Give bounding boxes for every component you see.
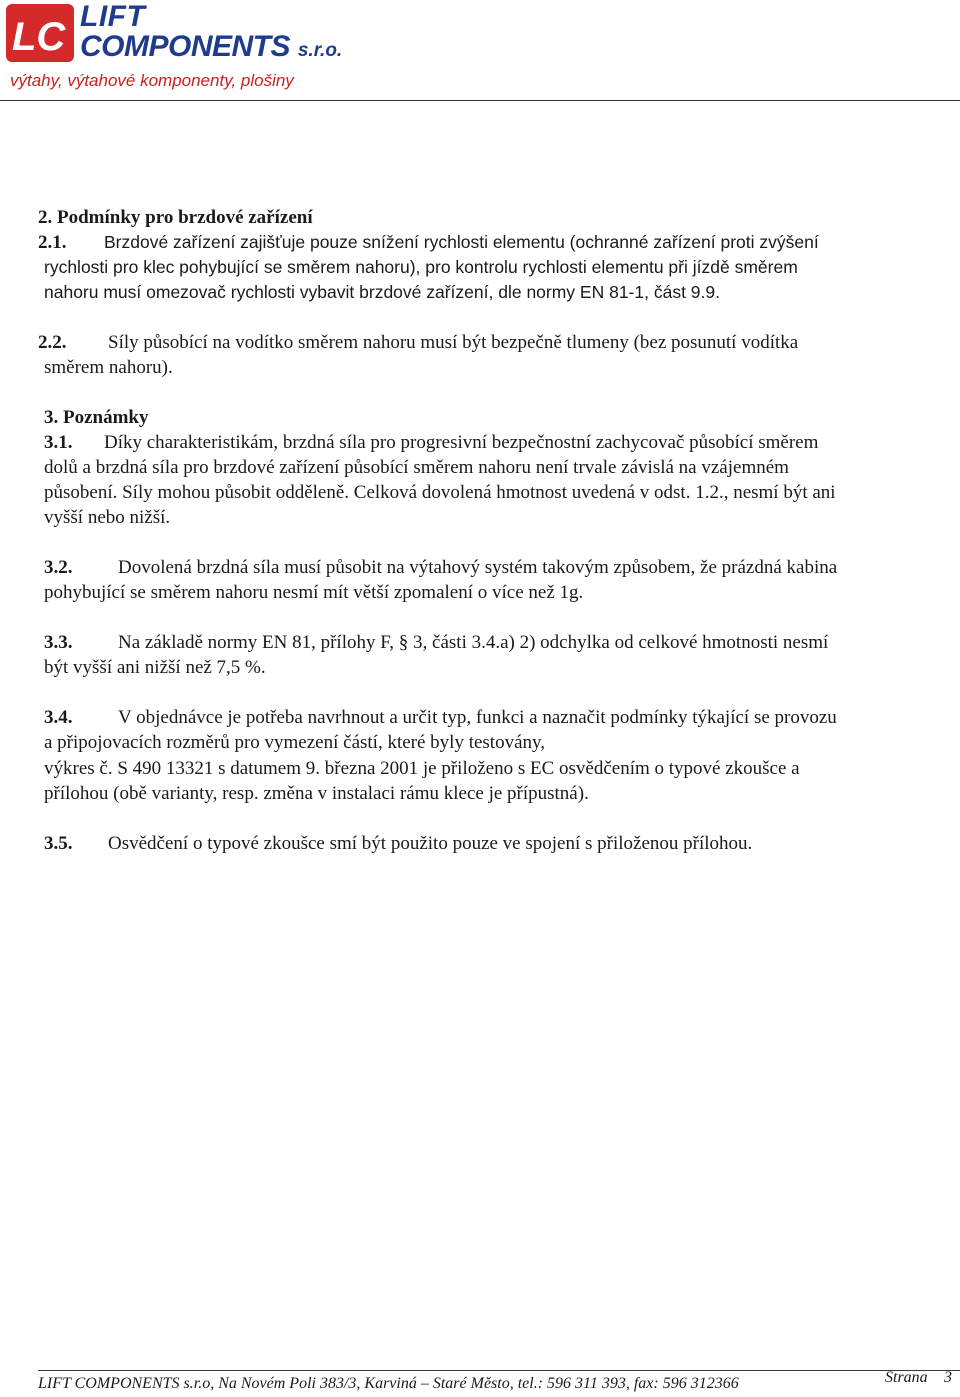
paragraph-3-1-line4: vyšší nebo nižší. — [44, 507, 171, 528]
paragraph-3-1-line3: působení. Síly mohou působit odděleně. Celková dovolená hmotnost uvedená v odst. 1.2., nesmí být ani — [44, 482, 836, 503]
section-2-heading: 2. Podmínky pro brzdové zařízení — [38, 207, 313, 228]
paragraph-3-4-line2: a připojovacích rozměrů pro vymezení částí, které byly testovány, — [44, 732, 546, 753]
paragraph-number: 3.3. — [44, 632, 73, 653]
section-3-heading: 3. Poznámky — [44, 407, 149, 428]
paragraph-3-4-line1: 3.4. V objednávce je potřeba navrhnout a určit typ, funkci a naznačit podmínky týkající se provozu — [44, 707, 837, 728]
header-divider — [0, 100, 960, 101]
footer-address: LIFT COMPONENTS s.r.o, Na Novém Poli 383/3, Karviná – Staré Město, tel.: 596 311 393, fax: 596 312366 — [38, 1375, 739, 1392]
paragraph-number: 3.4. — [44, 707, 73, 728]
paragraph-3-3-line1: 3.3. Na základě normy EN 81, přílohy F, § 3, části 3.4.a) 2) odchylka od celkové hmotnosti nesmí — [44, 632, 829, 653]
company-name-main: COMPONENTS — [80, 30, 291, 63]
svg-text:LC: LC — [12, 15, 66, 59]
paragraph-2-1-line3: nahoru musí omezovač rychlosti vybavit brzdové zařízení, dle normy EN 81-1, část 9.9. — [44, 282, 720, 302]
paragraph-number: 2.1. — [38, 232, 67, 253]
paragraph-3-2-line1: 3.2. Dovolená brzdná síla musí působit na výtahový systém takovým způsobem, že prázdná kabina — [44, 557, 838, 578]
paragraph-number: 3.2. — [44, 557, 73, 578]
paragraph-number: 3.5. — [44, 833, 73, 854]
page-label: Strana — [885, 1369, 928, 1386]
footer-divider — [38, 1370, 960, 1371]
company-logo-icon — [6, 4, 74, 62]
paragraph-3-1-line2: dolů a brzdná síla pro brzdové zařízení působící směrem nahoru není trvale závislá na vzájemném — [44, 457, 789, 478]
paragraph-3-4-line4: přílohou (obě varianty, resp. změna v instalaci rámu klece je přípustná). — [44, 783, 589, 804]
paragraph-2-1-line1: 2.1. Brzdové zařízení zajišťuje pouze snížení rychlosti elementu (ochranné zařízení proti zvýšení — [38, 232, 819, 253]
company-tagline: výtahy, výtahové komponenty, plošiny — [10, 71, 294, 90]
paragraph-number: 3.1. — [44, 432, 73, 453]
paragraph-3-5-line1: 3.5. Osvědčení o typové zkoušce smí být použito pouze ve spojení s přiloženou přílohou. — [44, 833, 753, 854]
paragraph-number: 2.2. — [38, 332, 67, 353]
paragraph-3-3-line2: být vyšší ani nižší než 7,5 %. — [44, 657, 266, 678]
paragraph-3-1-line1: 3.1. Díky charakteristikám, brzdná síla pro progresivní bezpečnostní zachycovač působící směrem — [44, 432, 819, 453]
company-name-line2 — [80, 32, 342, 62]
paragraph-3-4-line3: výkres č. S 490 13321 s datumem 9. března 2001 je přiloženo s EC osvědčením o typové zkoušce a — [44, 758, 800, 779]
company-suffix: s.r.o. — [297, 40, 343, 61]
paragraph-2-2-line1: 2.2. Síly působící na vodítko směrem nahoru musí být bezpečně tlumeny (bez posunutí vodítka — [38, 332, 799, 353]
page-number: 3 — [944, 1369, 952, 1386]
company-name-line1: LIFT — [80, 0, 146, 33]
paragraph-2-2-line2: směrem nahoru). — [44, 357, 173, 378]
paragraph-3-2-line2: pohybující se směrem nahoru nesmí mít větší zpomalení o více než 1g. — [44, 582, 584, 603]
letterhead — [0, 0, 960, 104]
paragraph-2-1-line2: rychlosti pro klec pohybující se směrem nahoru), pro kontrolu rychlosti elementu při jízdě směrem — [44, 257, 798, 277]
